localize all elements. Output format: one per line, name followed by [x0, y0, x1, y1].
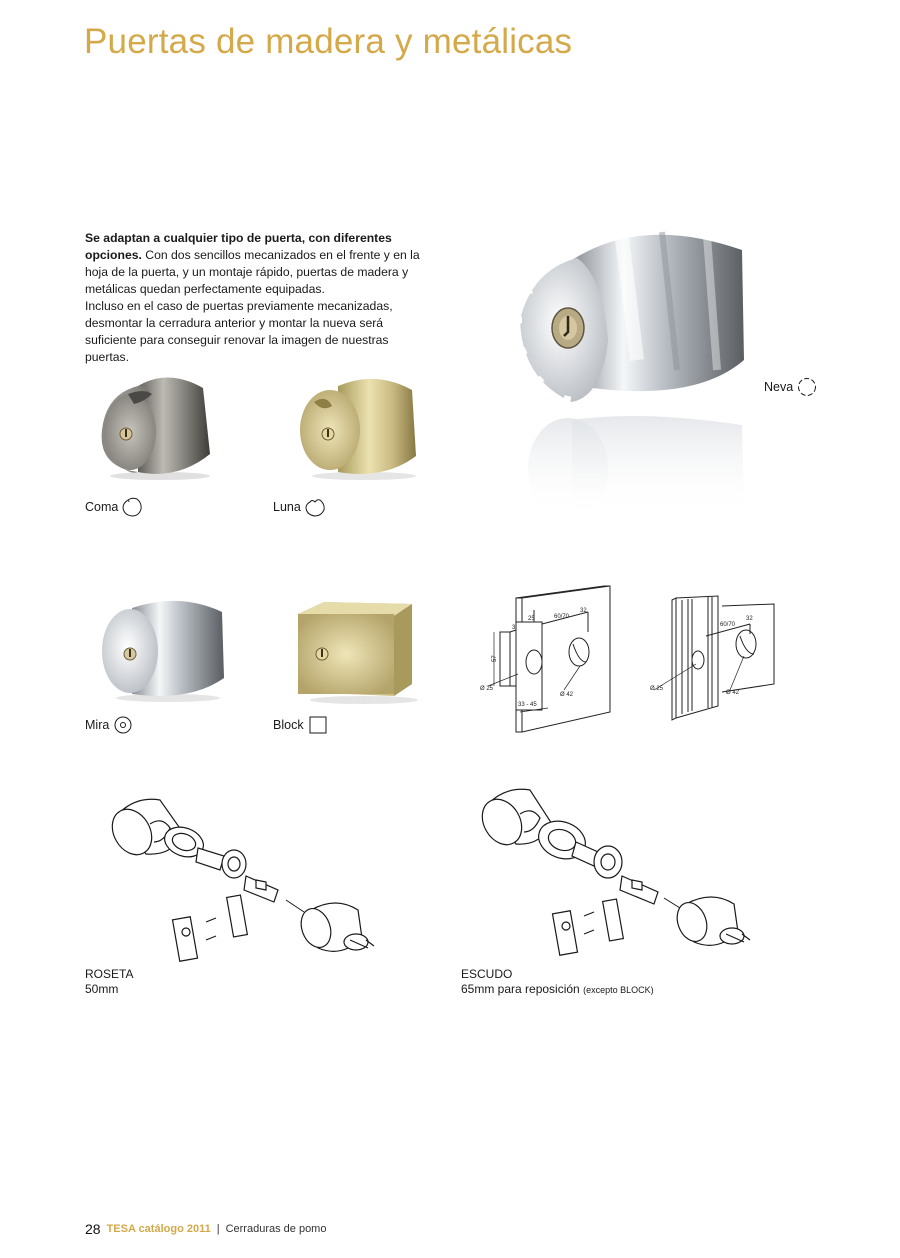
diagram2-dim-6070: 60/70: [720, 622, 736, 628]
neva-name: Neva: [764, 380, 794, 394]
coma-shape-icon: [121, 496, 143, 518]
coma-knob-image: [98, 372, 218, 482]
escudo-size: 65mm para reposición: [461, 982, 580, 996]
block-name: Block: [273, 718, 304, 732]
block-knob-image: [294, 598, 424, 706]
mira-label: [85, 714, 134, 736]
footer-separator: |: [216, 1223, 220, 1235]
roseta-title: ROSETA: [85, 967, 134, 981]
wood-door-drill-diagram: [476, 582, 626, 737]
diagram1-dim-57: 57: [492, 655, 498, 662]
diagram2-dia-42: Ø 42: [726, 690, 740, 696]
neva-knob-image: [512, 220, 762, 530]
intro-paragraph: [85, 230, 430, 366]
page-number: 28: [85, 1221, 101, 1237]
diagram1-dim-6070: 60/70: [554, 614, 570, 620]
diagram1-dim-25: 25: [528, 616, 535, 622]
intro-lead: Se adaptan a cualquier tipo de puerta, con diferentes opciones.: [85, 231, 392, 262]
mira-knob-image: [100, 594, 230, 704]
diagram2-dim-32: 32: [746, 616, 753, 622]
coma-label: [85, 496, 143, 518]
escudo-assembly-diagram: [480, 782, 770, 962]
footer-brand: TESA catálogo 2011: [106, 1223, 211, 1235]
footer-section: Cerraduras de pomo: [225, 1223, 327, 1235]
luna-knob-image: [296, 372, 426, 482]
luna-shape-icon: [304, 496, 326, 518]
intro-text-1: Con dos sencillos mecanizados en el frente y en la hoja de la puerta, y un montaje rápido, puertas de madera y metálicas quedan perfectamente equipadas.: [85, 248, 420, 296]
roseta-assembly-diagram: [106, 790, 386, 970]
page-title: Puertas de madera y metálicas: [84, 22, 573, 61]
neva-shape-icon: [796, 376, 818, 398]
block-shape-icon: [307, 714, 329, 736]
escudo-caption: [461, 967, 654, 998]
mira-name: Mira: [85, 718, 110, 732]
neva-label: [764, 376, 818, 398]
diagram1-dia-25: Ø 25: [480, 686, 494, 692]
roseta-size: 50mm: [85, 982, 119, 996]
diagram1-range: 33 - 45: [518, 702, 537, 708]
block-label: [273, 714, 329, 736]
diagram2-dia-25: Ø 25: [650, 686, 664, 692]
coma-name: Coma: [85, 500, 119, 514]
diagram1-dim-3: 3: [512, 625, 516, 631]
mira-shape-icon: [112, 714, 134, 736]
diagram1-dia-42: Ø 42: [560, 692, 574, 698]
escudo-title: ESCUDO: [461, 967, 513, 981]
luna-label: [273, 496, 326, 518]
diagram1-dim-32: 32: [580, 608, 587, 614]
metal-door-drill-diagram: [646, 594, 786, 724]
luna-name: Luna: [273, 500, 301, 514]
escudo-note: (excepto BLOCK): [583, 985, 654, 995]
page-footer: [85, 1221, 326, 1237]
intro-text-2: Incluso en el caso de puertas previamente mecanizadas, desmontar la cerradura anterior y montar la nueva será suficiente para conseguir renovar la imagen de nuestras puertas.: [85, 299, 393, 364]
roseta-caption: [85, 967, 133, 997]
